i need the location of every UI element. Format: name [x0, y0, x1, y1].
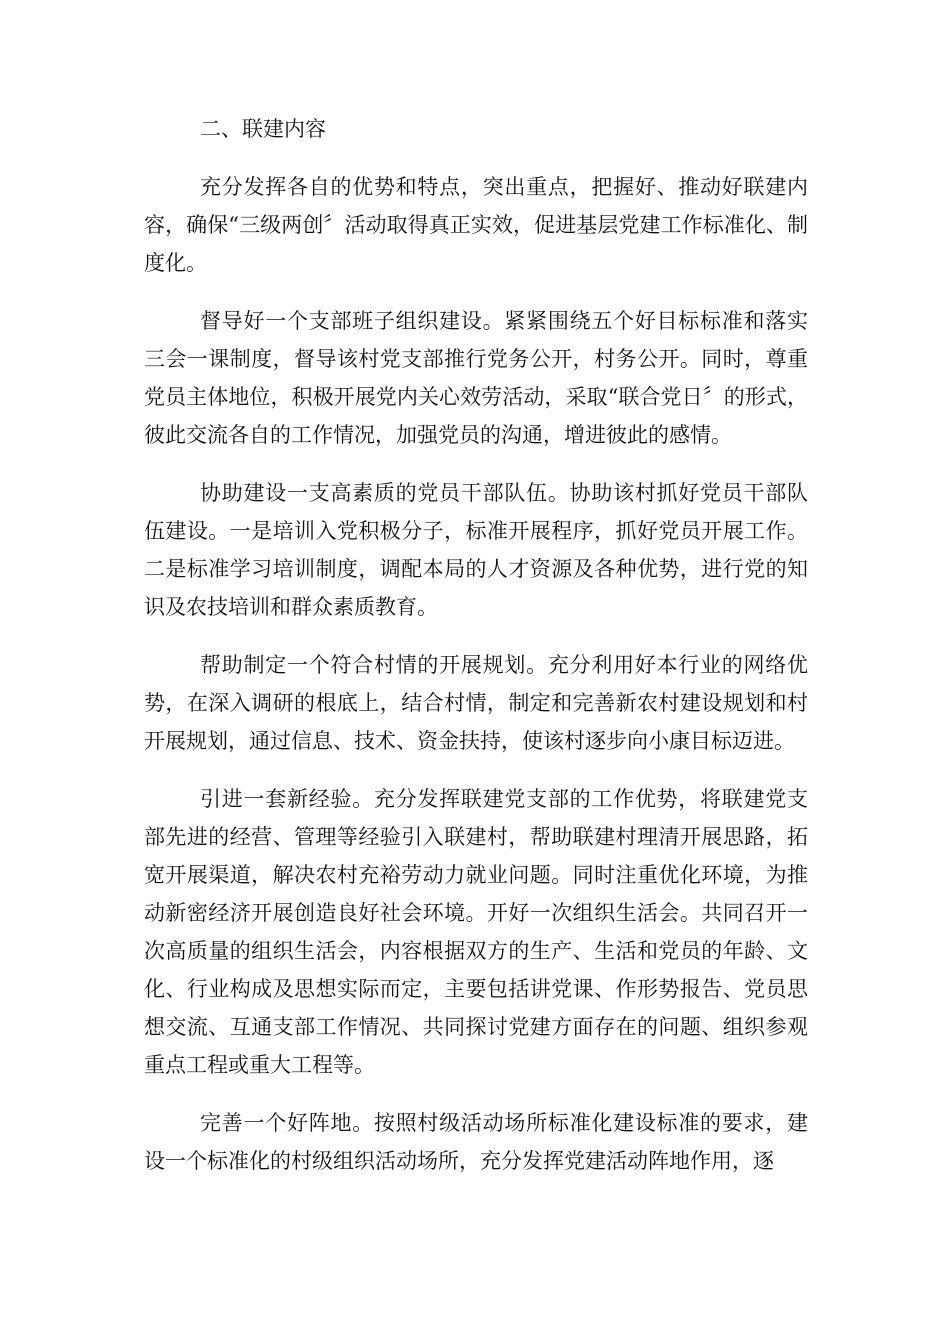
- paragraph-branch-building: 督导好一个支部班子组织建设。紧紧围绕五个好目标标准和落实三会一课制度，督导该村党支部推行党务公开，村务公开。同时，尊重党员主体地位，积极开展党内关心效劳活动，采取“联合党日〞的形式，彼此交流各自的工作情况，加强党员的沟通，增进彼此的感情。: [144, 309, 808, 447]
- paragraph-new-experience: 引进一套新经验。充分发挥联建党支部的工作优势，将联建党支部先进的经营、管理等经验引入联建村，帮助联建村理清开展思路，拓宽开展渠道，解决农村充裕劳动力就业问题。同时注重优化环境，为推动新密经济开展创造良好社会环境。开好一次组织生活会。共同召开一次高质量的组织生活会，内容根据双方的生产、生活和党员的年龄、文化、行业构成及思想实际而定，主要包括讲党课、作形势报告、党员思想交流、互通支部工作情况、共同探讨党建方面存在的问题、组织参观重点工程或重大工程等。: [144, 787, 808, 1077]
- paragraph-development-plan: 帮助制定一个符合村情的开展规划。充分利用好本行业的网络优势，在深入调研的根底上，结合村情，制定和完善新农村建设规划和村开展规划，通过信息、技术、资金扶持，使该村逐步向小康目标迈进。: [144, 653, 808, 753]
- paragraph-activity-site: 完善一个好阵地。按照村级活动场所标准化建设标准的要求，建设一个标准化的村级组织活动场所，充分发挥党建活动阵地作用，逐: [144, 1111, 808, 1173]
- document-body: [144, 110, 808, 1200]
- paragraph-intro: 充分发挥各自的优势和特点，突出重点，把握好、推动好联建内容，确保“三级两创〞活动取得真正实效，促进基层党建工作标准化、制度化。: [144, 175, 808, 275]
- paragraph-cadre-team: 协助建设一支高素质的党员干部队伍。协助该村抓好党员干部队伍建设。一是培训入党积极分子，标准开展程序，抓好党员开展工作。二是标准学习培训制度，调配本局的人才资源及各种优势，进行党的知识及农技培训和群众素质教育。: [144, 481, 808, 619]
- section-heading: 二、联建内容: [200, 117, 326, 141]
